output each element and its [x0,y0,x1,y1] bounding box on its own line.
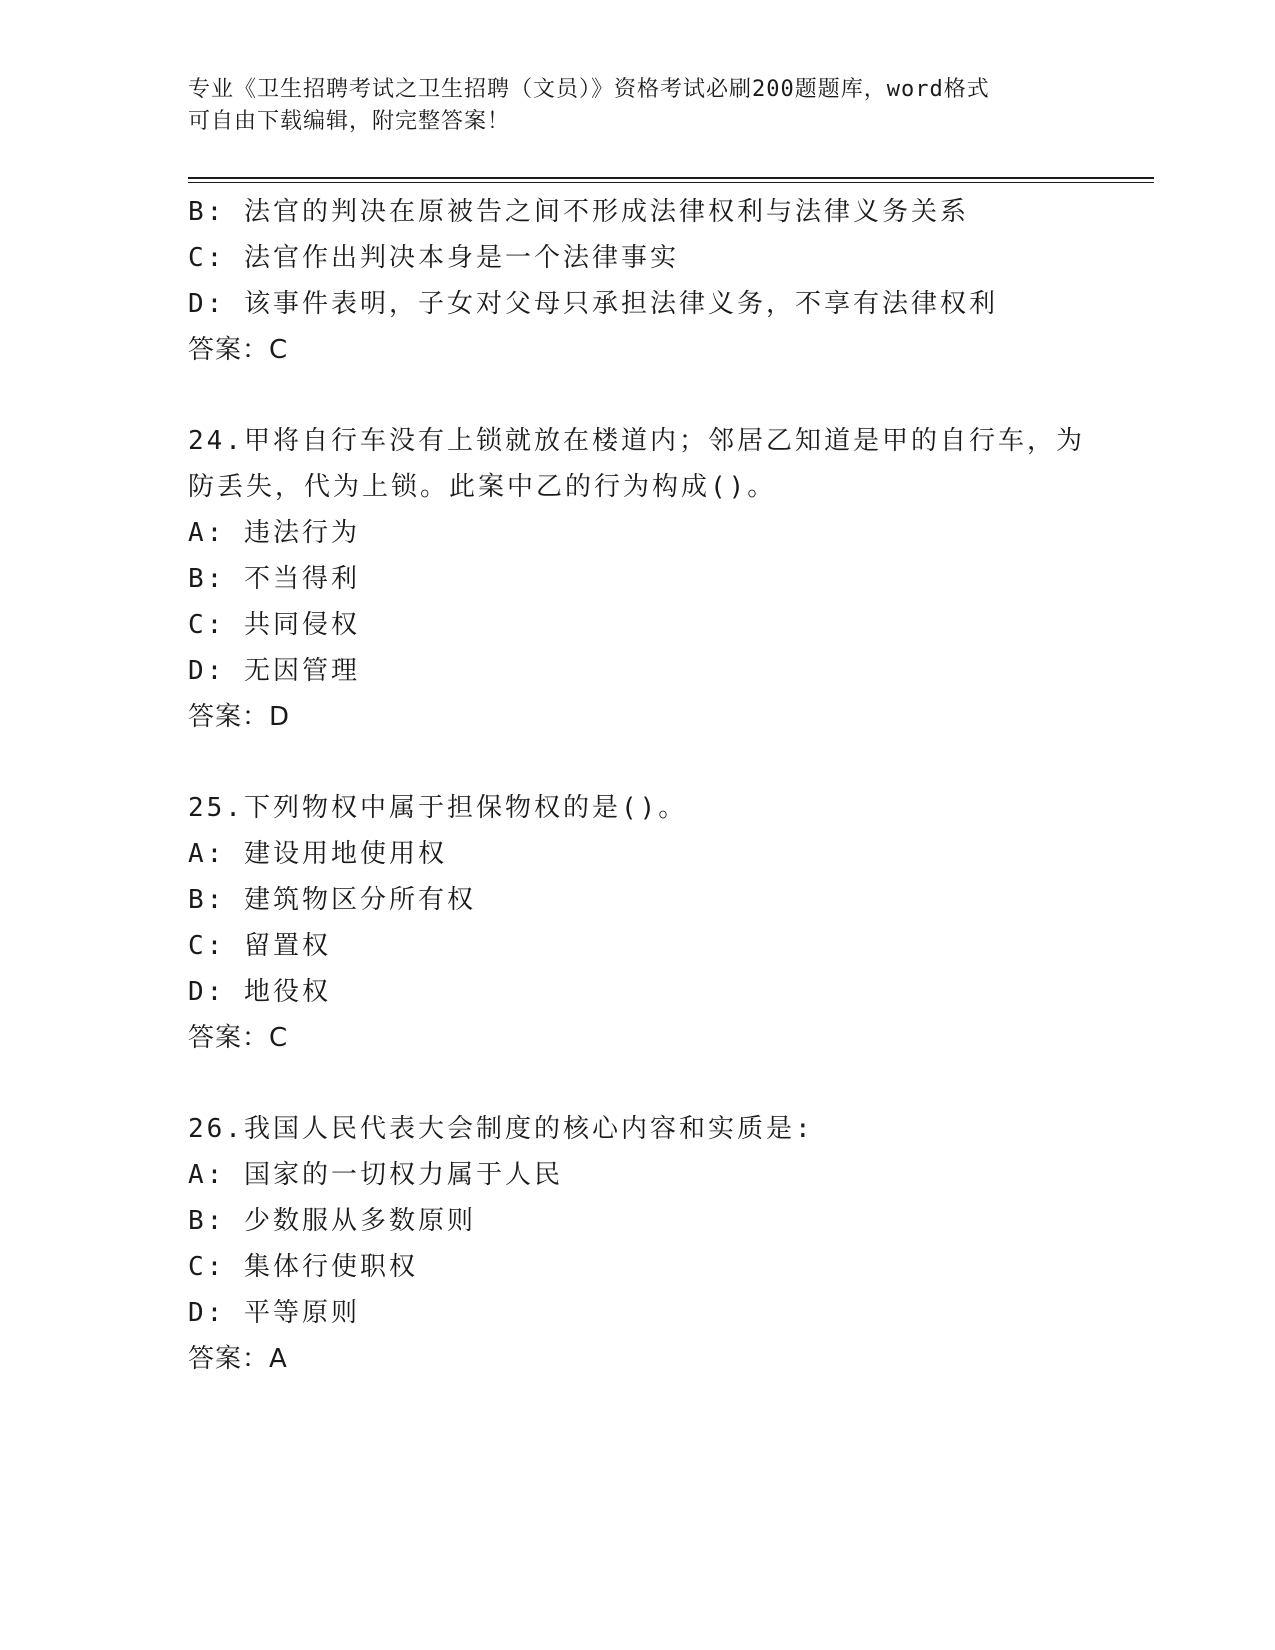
spacer [188,740,1088,785]
option-d: D: 地役权 [188,977,331,1007]
option-c: C: 共同侵权 [188,610,360,640]
question-stem-line-1: 24.甲将自行车没有上锁就放在楼道内；邻居乙知道是甲的自行车，为 [188,426,1085,456]
spacer [188,373,1088,418]
page-header [188,74,1068,138]
option-b: B: 少数服从多数原则 [188,1206,476,1236]
option-c: C: 留置权 [188,931,331,961]
answer-line: 答案：C [188,1023,289,1053]
question-stem: 26.我国人民代表大会制度的核心内容和实质是: [188,1114,814,1144]
answer-line: 答案：D [188,702,291,732]
header-title-line-2: 可自由下载编辑，附完整答案！ [188,109,511,134]
header-divider [188,177,1154,183]
question-26 [188,1106,1088,1382]
question-stem-line-2: 防丢失，代为上锁。此案中乙的行为构成()。 [188,472,777,502]
option-d: D: 该事件表明，子女对父母只承担法律义务，不享有法律权利 [188,289,998,319]
option-b: B: 不当得利 [188,564,360,594]
question-stem: 25.下列物权中属于担保物权的是()。 [188,793,688,823]
answer-line: 答案：C [188,335,289,365]
option-d: D: 无因管理 [188,656,360,686]
spacer [188,1061,1088,1106]
header-title-line-1: 专业《卫生招聘考试之卫生招聘（文员）》资格考试必刷200题题库，word格式 [188,77,990,102]
document-body [188,189,1088,1382]
option-a: A: 建设用地使用权 [188,839,447,869]
question-25 [188,785,1088,1061]
option-b: B: 建筑物区分所有权 [188,885,476,915]
option-c: C: 集体行使职权 [188,1252,418,1282]
question-23 [188,189,1088,373]
option-a: A: 违法行为 [188,518,360,548]
question-24 [188,418,1088,740]
option-c: C: 法官作出判决本身是一个法律事实 [188,243,679,273]
answer-line: 答案：A [188,1344,288,1374]
option-d: D: 平等原则 [188,1298,360,1328]
option-b: B: 法官的判决在原被告之间不形成法律权利与法律义务关系 [188,197,969,227]
option-a: A: 国家的一切权力属于人民 [188,1160,563,1190]
